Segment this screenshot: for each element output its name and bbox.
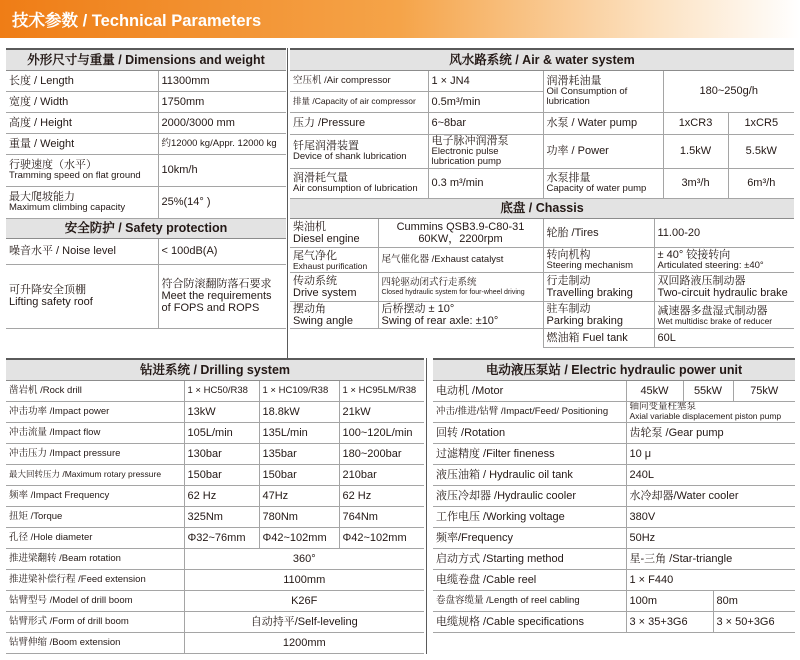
cell-text: ± 40° 铰接转向 (657, 249, 731, 261)
value: 2000/3000 mm (158, 112, 286, 133)
table-cell: 130bar (184, 443, 259, 464)
table-cell: Φ42~102mm (259, 527, 339, 548)
cell-text: Electronic pulse (431, 146, 499, 157)
table-cell: 764Nm (339, 506, 424, 527)
table-row (6, 632, 424, 653)
value: 1.5kW (663, 134, 728, 168)
table-cell: 1 × HC50/R38 (184, 380, 259, 401)
cell-text: 符合防滚翻防落石要求 (161, 278, 272, 290)
label (290, 134, 428, 168)
table-row (433, 485, 795, 506)
cell-text: lubrication pump (431, 156, 502, 167)
drilling-panel (6, 358, 424, 654)
label (290, 219, 378, 248)
value (654, 248, 794, 273)
table-cell: 回转 /Rotation (433, 422, 626, 443)
label (543, 168, 663, 198)
table-cell: 电动机 /Motor (433, 380, 626, 401)
table-cell: 最大回转压力 /Maximum rotary pressure (6, 464, 184, 485)
cell-text: Closed hydraulic system for four-wheel driving (381, 288, 525, 296)
value: 0.3 m³/min (428, 168, 543, 198)
table-cell: 380V (626, 506, 795, 527)
cell-text: 双回路液压制动器 (657, 275, 746, 287)
table-cell: 冲击压力 /Impact pressure (6, 443, 184, 464)
cell-text: Lifting safety roof (9, 296, 93, 308)
table-row (6, 186, 286, 218)
table-cell: 钻臂形式 /Form of drill boom (6, 611, 184, 632)
table-row (433, 590, 795, 611)
table-cell: 孔径 /Hole diameter (6, 527, 184, 548)
table-cell: 135L/min (259, 422, 339, 443)
table-row (433, 422, 795, 443)
table-cell (626, 401, 795, 422)
table-cell: 10 μ (626, 443, 795, 464)
table-cell: Φ32~76mm (184, 527, 259, 548)
cell-text: 尾气净化 (293, 249, 337, 262)
table-cell: 频率 /Impact Frequency (6, 485, 184, 506)
label: 功率 / Power (543, 134, 663, 168)
table-row (290, 329, 794, 348)
table-row (6, 527, 424, 548)
table-cell: 1 × F440 (626, 569, 795, 590)
table-row (433, 569, 795, 590)
table-row (433, 401, 795, 422)
table-row (6, 112, 286, 133)
table-cell: 液压冷却器 /Hydraulic cooler (433, 485, 626, 506)
table-cell: 45kW (626, 380, 683, 401)
label: 长度 / Length (6, 70, 158, 91)
table-cell: 240L (626, 464, 795, 485)
table-cell: 100m (626, 590, 713, 611)
label (543, 273, 654, 302)
value (378, 273, 543, 302)
table-row (290, 273, 794, 302)
cell-text: Air consumption of lubrication (293, 183, 418, 194)
cell-text: 减速器多盘湿式制动器 (657, 304, 768, 317)
table-cell: 频率/Frequency (433, 527, 626, 548)
header-banner (0, 0, 800, 38)
table-cell: 75kW (733, 380, 795, 401)
table-row (6, 154, 286, 186)
table-cell: 推进梁补偿行程 /Feed extension (6, 569, 184, 590)
safety-title: 安全防护 / Safety protection (6, 218, 286, 238)
dimensions-panel (6, 48, 286, 358)
value: 11300mm (158, 70, 286, 91)
table-cell: 过滤精度 /Filter fineness (433, 443, 626, 464)
cell-text: 水泵排量 (546, 172, 591, 184)
table-row (6, 464, 424, 485)
cell-text: Travelling braking (546, 287, 633, 299)
table-cell: 325Nm (184, 506, 259, 527)
value: 10km/h (158, 154, 286, 186)
air-water-title: 风水路系统 / Air & water system (290, 50, 794, 70)
cell-text: Articulated steering: ±40° (657, 260, 764, 271)
table-row (6, 264, 286, 328)
label (6, 154, 158, 186)
dimensions-title: 外形尺寸与重量 / Dimensions and weight (6, 50, 286, 70)
table-row (433, 443, 795, 464)
cell-text: 润滑耗气量 (293, 172, 348, 184)
cell-text: 四轮驱动闭式行走系统 (381, 276, 477, 288)
cell-text: Drive system (293, 287, 357, 299)
value: 1 × JN4 (428, 70, 543, 91)
label (543, 302, 654, 329)
label: 轮胎 /Tires (543, 219, 654, 248)
cell-text: 驻车制动 (546, 303, 591, 315)
value: 约12000 kg/Appr. 12000 kg (158, 133, 286, 154)
electric-title: 电动液压泵站 / Electric hydraulic power unit (433, 360, 795, 380)
cell-text: Parking braking (546, 315, 623, 327)
table-cell: 105L/min (184, 422, 259, 443)
cell-text: 后桥摆动 ± 10° (381, 303, 455, 315)
value (428, 134, 543, 168)
label: 水泵 / Water pump (543, 112, 663, 134)
cell-text: 行走制动 (546, 275, 591, 287)
table-row (290, 248, 794, 273)
table-cell: 780Nm (259, 506, 339, 527)
value: 60L (654, 329, 794, 348)
cell-text: Swing of rear axle: ±10° (381, 315, 499, 327)
table-row (6, 70, 286, 91)
table-cell: 210bar (339, 464, 424, 485)
label: 高度 / Height (6, 112, 158, 133)
table-row (6, 380, 424, 401)
table-cell: 液压油箱 / Hydraulic oil tank (433, 464, 626, 485)
table-cell: 360° (184, 548, 424, 569)
cell-text: Diesel engine (293, 233, 360, 245)
table-row (6, 590, 424, 611)
cell-text: Capacity of water pump (546, 183, 647, 194)
table-row (290, 70, 794, 91)
table-cell: 水冷却器/Water cooler (626, 485, 795, 506)
value: 1xCR5 (728, 112, 794, 134)
table-cell: 13kW (184, 401, 259, 422)
table-row (6, 238, 286, 264)
cell-text: Oil Consumption of (546, 86, 628, 97)
cell-text: 电子脉冲润滑泵 (431, 135, 509, 147)
value (378, 219, 543, 248)
table-cell: 电缆卷盘 /Cable reel (433, 569, 626, 590)
table-row (6, 443, 424, 464)
value (654, 302, 794, 329)
label: 燃油箱 Fuel tank (543, 329, 654, 348)
chassis-title: 底盘 / Chassis (290, 199, 794, 219)
table-row (290, 168, 794, 198)
cell-text: 最大爬坡能力 (9, 191, 75, 203)
page-title: 技术参数 / Technical Parameters (12, 12, 262, 30)
value: 1xCR3 (663, 112, 728, 134)
label (543, 248, 654, 273)
label (290, 168, 428, 198)
table-row (290, 134, 794, 168)
value: 尾气催化器 /Exhaust catalyst (378, 248, 543, 273)
spacer (290, 329, 543, 348)
label (6, 186, 158, 218)
cell-text: of FOPS and ROPS (161, 302, 260, 314)
table-cell: 钻臂型号 /Model of drill boom (6, 590, 184, 611)
table-row (433, 380, 795, 401)
value: 180~250g/h (663, 70, 794, 112)
table-row (433, 611, 795, 632)
table-row (433, 548, 795, 569)
label: 空压机 /Air compressor (290, 70, 428, 91)
drilling-title: 钻进系统 / Drilling system (6, 360, 424, 380)
table-row (6, 485, 424, 506)
air-water-panel (290, 48, 794, 348)
table-cell: 55kW (683, 380, 733, 401)
table-cell: Φ42~102mm (339, 527, 424, 548)
value (158, 264, 286, 328)
table-row (290, 112, 794, 134)
label (290, 273, 378, 302)
cell-text: Two-circuit hydraulic brake (657, 287, 788, 299)
value: 11.00-20 (654, 219, 794, 248)
table-cell: 50Hz (626, 527, 795, 548)
table-cell: K26F (184, 590, 424, 611)
cell-text: 钎尾润滑装置 (293, 140, 359, 152)
divider (287, 48, 288, 358)
table-row (6, 548, 424, 569)
table-cell: 100~120L/min (339, 422, 424, 443)
cell-text: 柴油机 (293, 221, 326, 233)
cell-text: Axial variable displacement piston pump (629, 411, 782, 421)
table-row (6, 91, 286, 112)
cell-text: 摆动角 (293, 303, 326, 315)
table-cell: 冲击流量 /Impact flow (6, 422, 184, 443)
table-cell: 1100mm (184, 569, 424, 590)
divider (426, 358, 427, 654)
label (290, 248, 378, 273)
table-cell: 80m (713, 590, 795, 611)
table-cell: 卷盘容缆量 /Length of reel cabling (433, 590, 626, 611)
value: < 100dB(A) (158, 238, 286, 264)
cell-text: 可升降安全顶棚 (9, 284, 86, 296)
table-cell: 钻臂伸缩 /Boom extension (6, 632, 184, 653)
table-cell: 62 Hz (184, 485, 259, 506)
value: 25%(14° ) (158, 186, 286, 218)
table-cell: 凿岩机 /Rock drill (6, 380, 184, 401)
cell-text: Cummins QSB3.9-C80-31 (396, 221, 525, 233)
table-cell: 扭矩 /Torque (6, 506, 184, 527)
table-cell: 冲击/推进/钻臂 /Impact/Feed/ Positioning (433, 401, 626, 422)
label: 噪音水平 / Noise level (6, 238, 158, 264)
cell-text: 润滑耗油量 (546, 75, 602, 87)
table-row (6, 401, 424, 422)
table-row (6, 133, 286, 154)
cell-text: 传动系统 (293, 275, 337, 287)
table-row (6, 506, 424, 527)
cell-text: 转向机构 (546, 249, 591, 261)
table-cell: 星-三角 /Star-triangle (626, 548, 795, 569)
table-cell: 推进梁翻转 /Beam rotation (6, 548, 184, 569)
table-row (433, 464, 795, 485)
table-cell: 启动方式 /Starting method (433, 548, 626, 569)
table-cell: 3 × 50+3G6 (713, 611, 795, 632)
label: 宽度 / Width (6, 91, 158, 112)
table-row (290, 302, 794, 329)
label (6, 264, 158, 328)
electric-panel (433, 358, 795, 633)
table-cell: 3 × 35+3G6 (626, 611, 713, 632)
cell-text: Wet multidisc brake of reducer (657, 315, 773, 326)
cell-text: Maximum climbing capacity (9, 202, 126, 213)
table-row (433, 527, 795, 548)
table-cell: 62 Hz (339, 485, 424, 506)
table-cell: 电缆规格 /Cable specifications (433, 611, 626, 632)
value: 6m³/h (728, 168, 794, 198)
label: 重量 / Weight (6, 133, 158, 154)
table-cell: 冲击功率 /Impact power (6, 401, 184, 422)
value (654, 273, 794, 302)
table-row (6, 569, 424, 590)
table-cell: 47Hz (259, 485, 339, 506)
table-cell: 1 × HC109/R38 (259, 380, 339, 401)
label (543, 70, 663, 112)
table-cell: 1 × HC95LM/R38 (339, 380, 424, 401)
value: 6~8bar (428, 112, 543, 134)
table-row (6, 422, 424, 443)
cell-text: Swing angle (293, 315, 353, 327)
value: 3m³/h (663, 168, 728, 198)
cell-text: 轴向变量柱塞泵 (629, 401, 697, 412)
cell-text: Steering mechanism (546, 260, 634, 271)
table-cell: 自动持平/Self-leveling (184, 611, 424, 632)
table-cell: 工作电压 /Working voltage (433, 506, 626, 527)
table-cell: 18.8kW (259, 401, 339, 422)
table-cell: 180~200bar (339, 443, 424, 464)
label: 排量 /Capacity of air compressor (290, 91, 428, 112)
table-row (290, 219, 794, 248)
table-cell: 齿轮泵 /Gear pump (626, 422, 795, 443)
value: 1750mm (158, 91, 286, 112)
cell-text: Meet the requirements (161, 290, 272, 302)
cell-text: 行驶速度（水平） (9, 159, 97, 171)
cell-text: lubrication (546, 96, 590, 107)
cell-text: Exhaust purification (293, 260, 368, 271)
label (290, 302, 378, 329)
cell-text: Tramming speed on flat ground (9, 170, 141, 181)
value (378, 302, 543, 329)
label: 压力 /Pressure (290, 112, 428, 134)
cell-text: Device of shank lubrication (293, 151, 407, 162)
value: 0.5m³/min (428, 91, 543, 112)
value: 5.5kW (728, 134, 794, 168)
table-row (433, 506, 795, 527)
table-cell: 135bar (259, 443, 339, 464)
table-cell: 150bar (259, 464, 339, 485)
table-row (6, 611, 424, 632)
table-cell: 1200mm (184, 632, 424, 653)
table-cell: 21kW (339, 401, 424, 422)
cell-text: 60KW，2200rpm (418, 233, 503, 245)
table-cell: 150bar (184, 464, 259, 485)
